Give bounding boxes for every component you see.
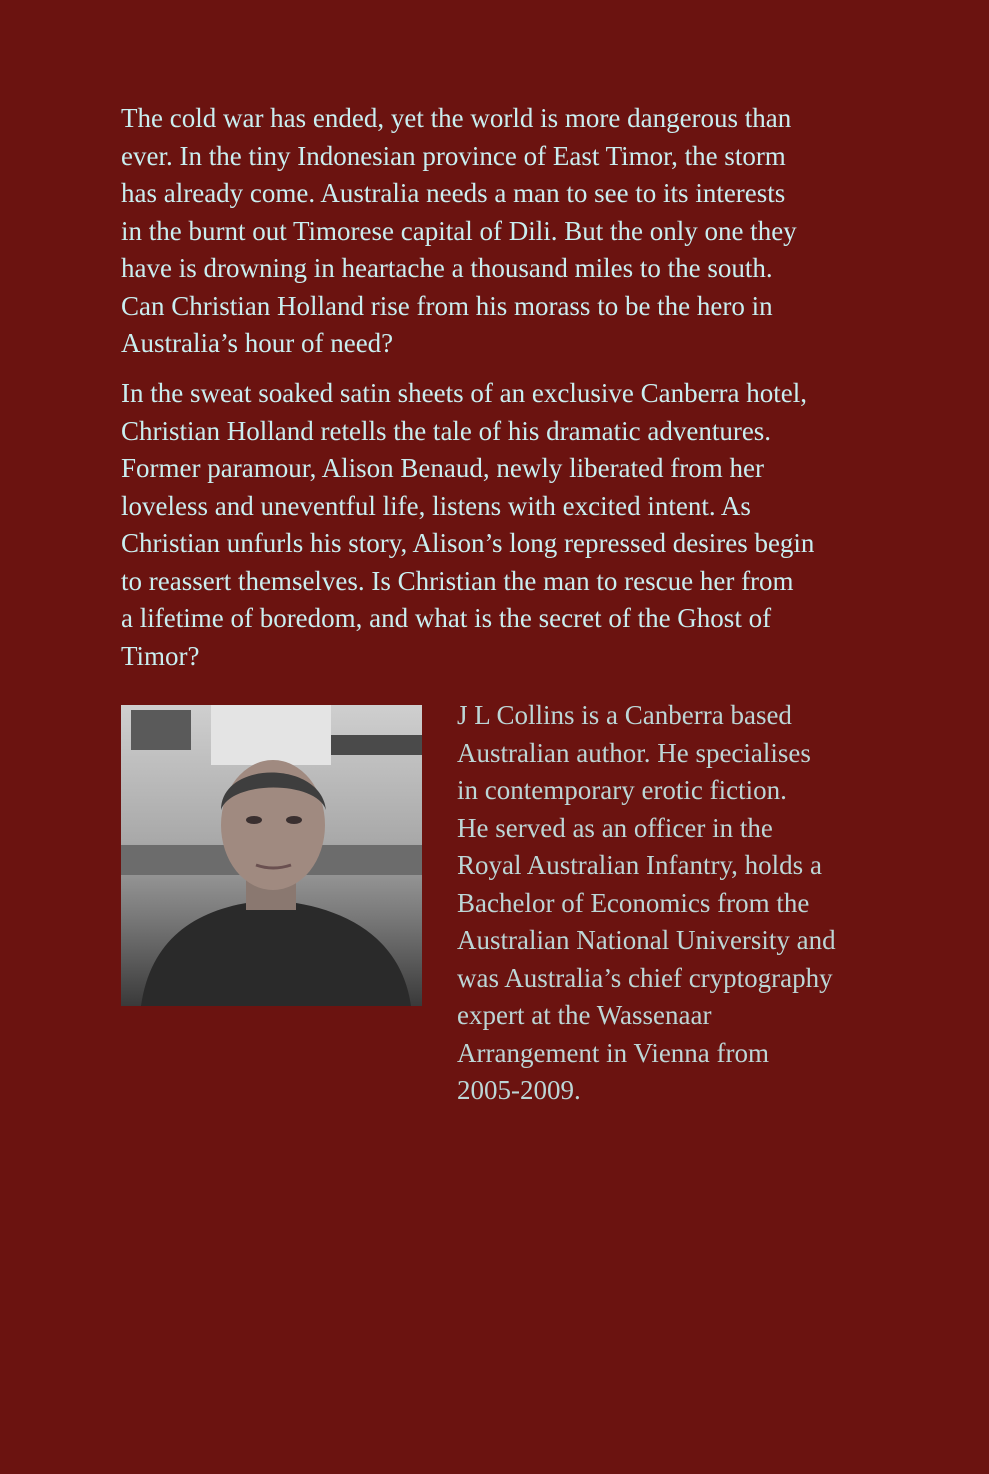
bio-line: J L Collins is a Canberra based [457, 700, 792, 730]
author-bio [457, 697, 877, 1110]
book-blurb [121, 100, 881, 688]
blurb-line: in the burnt out Timorese capital of Dili. But the only one they [121, 215, 797, 246]
bio-line: Arrangement in Vienna from [457, 1037, 770, 1068]
blurb-paragraph-1 [121, 100, 881, 363]
author-portrait-image [121, 705, 422, 1006]
author-photo [121, 705, 422, 1006]
bio-line: expert at the Wassenaar [457, 1000, 712, 1030]
bio-line: was Australia’s chief cryptography [457, 962, 833, 993]
blurb-line: a lifetime of boredom, and what is the secret of the Ghost of [121, 603, 772, 633]
blurb-line: Timor? [121, 640, 200, 671]
bio-line: Royal Australian Infantry, holds a [457, 850, 822, 880]
blurb-line: has already come. Australia needs a man to see to its interests [121, 178, 786, 208]
blurb-line: Christian Holland retells the tale of his dramatic adventures. [121, 415, 772, 446]
blurb-line: Christian unfurls his story, Alison’s long repressed desires begin [121, 528, 815, 558]
blurb-line: ever. In the tiny Indonesian province of East Timor, the storm [121, 140, 786, 171]
bio-line: in contemporary erotic fiction. [457, 775, 787, 805]
blurb-line: Former paramour, Alison Benaud, newly liberated from her [121, 453, 764, 483]
bio-line: Bachelor of Economics from the [457, 887, 810, 918]
blurb-line: to reassert themselves. Is Christian the man to rescue her from [121, 565, 794, 596]
bio-line: 2005-2009. [457, 1075, 581, 1105]
bio-line: Australian National University and [457, 925, 836, 955]
blurb-paragraph-2 [121, 375, 881, 675]
blurb-line: loveless and uneventful life, listens with excited intent. As [121, 490, 751, 521]
blurb-line: have is drowning in heartache a thousand miles to the south. [121, 253, 773, 283]
blurb-line: Australia’s hour of need? [121, 328, 394, 358]
blurb-line: Can Christian Holland rise from his morass to be the hero in [121, 290, 773, 321]
blurb-line: The cold war has ended, yet the world is more dangerous than [121, 103, 792, 133]
blurb-line: In the sweat soaked satin sheets of an exclusive Canberra hotel, [121, 378, 808, 408]
bio-line: He served as an officer in the [457, 812, 773, 843]
bio-line: Australian author. He specialises [457, 737, 811, 768]
